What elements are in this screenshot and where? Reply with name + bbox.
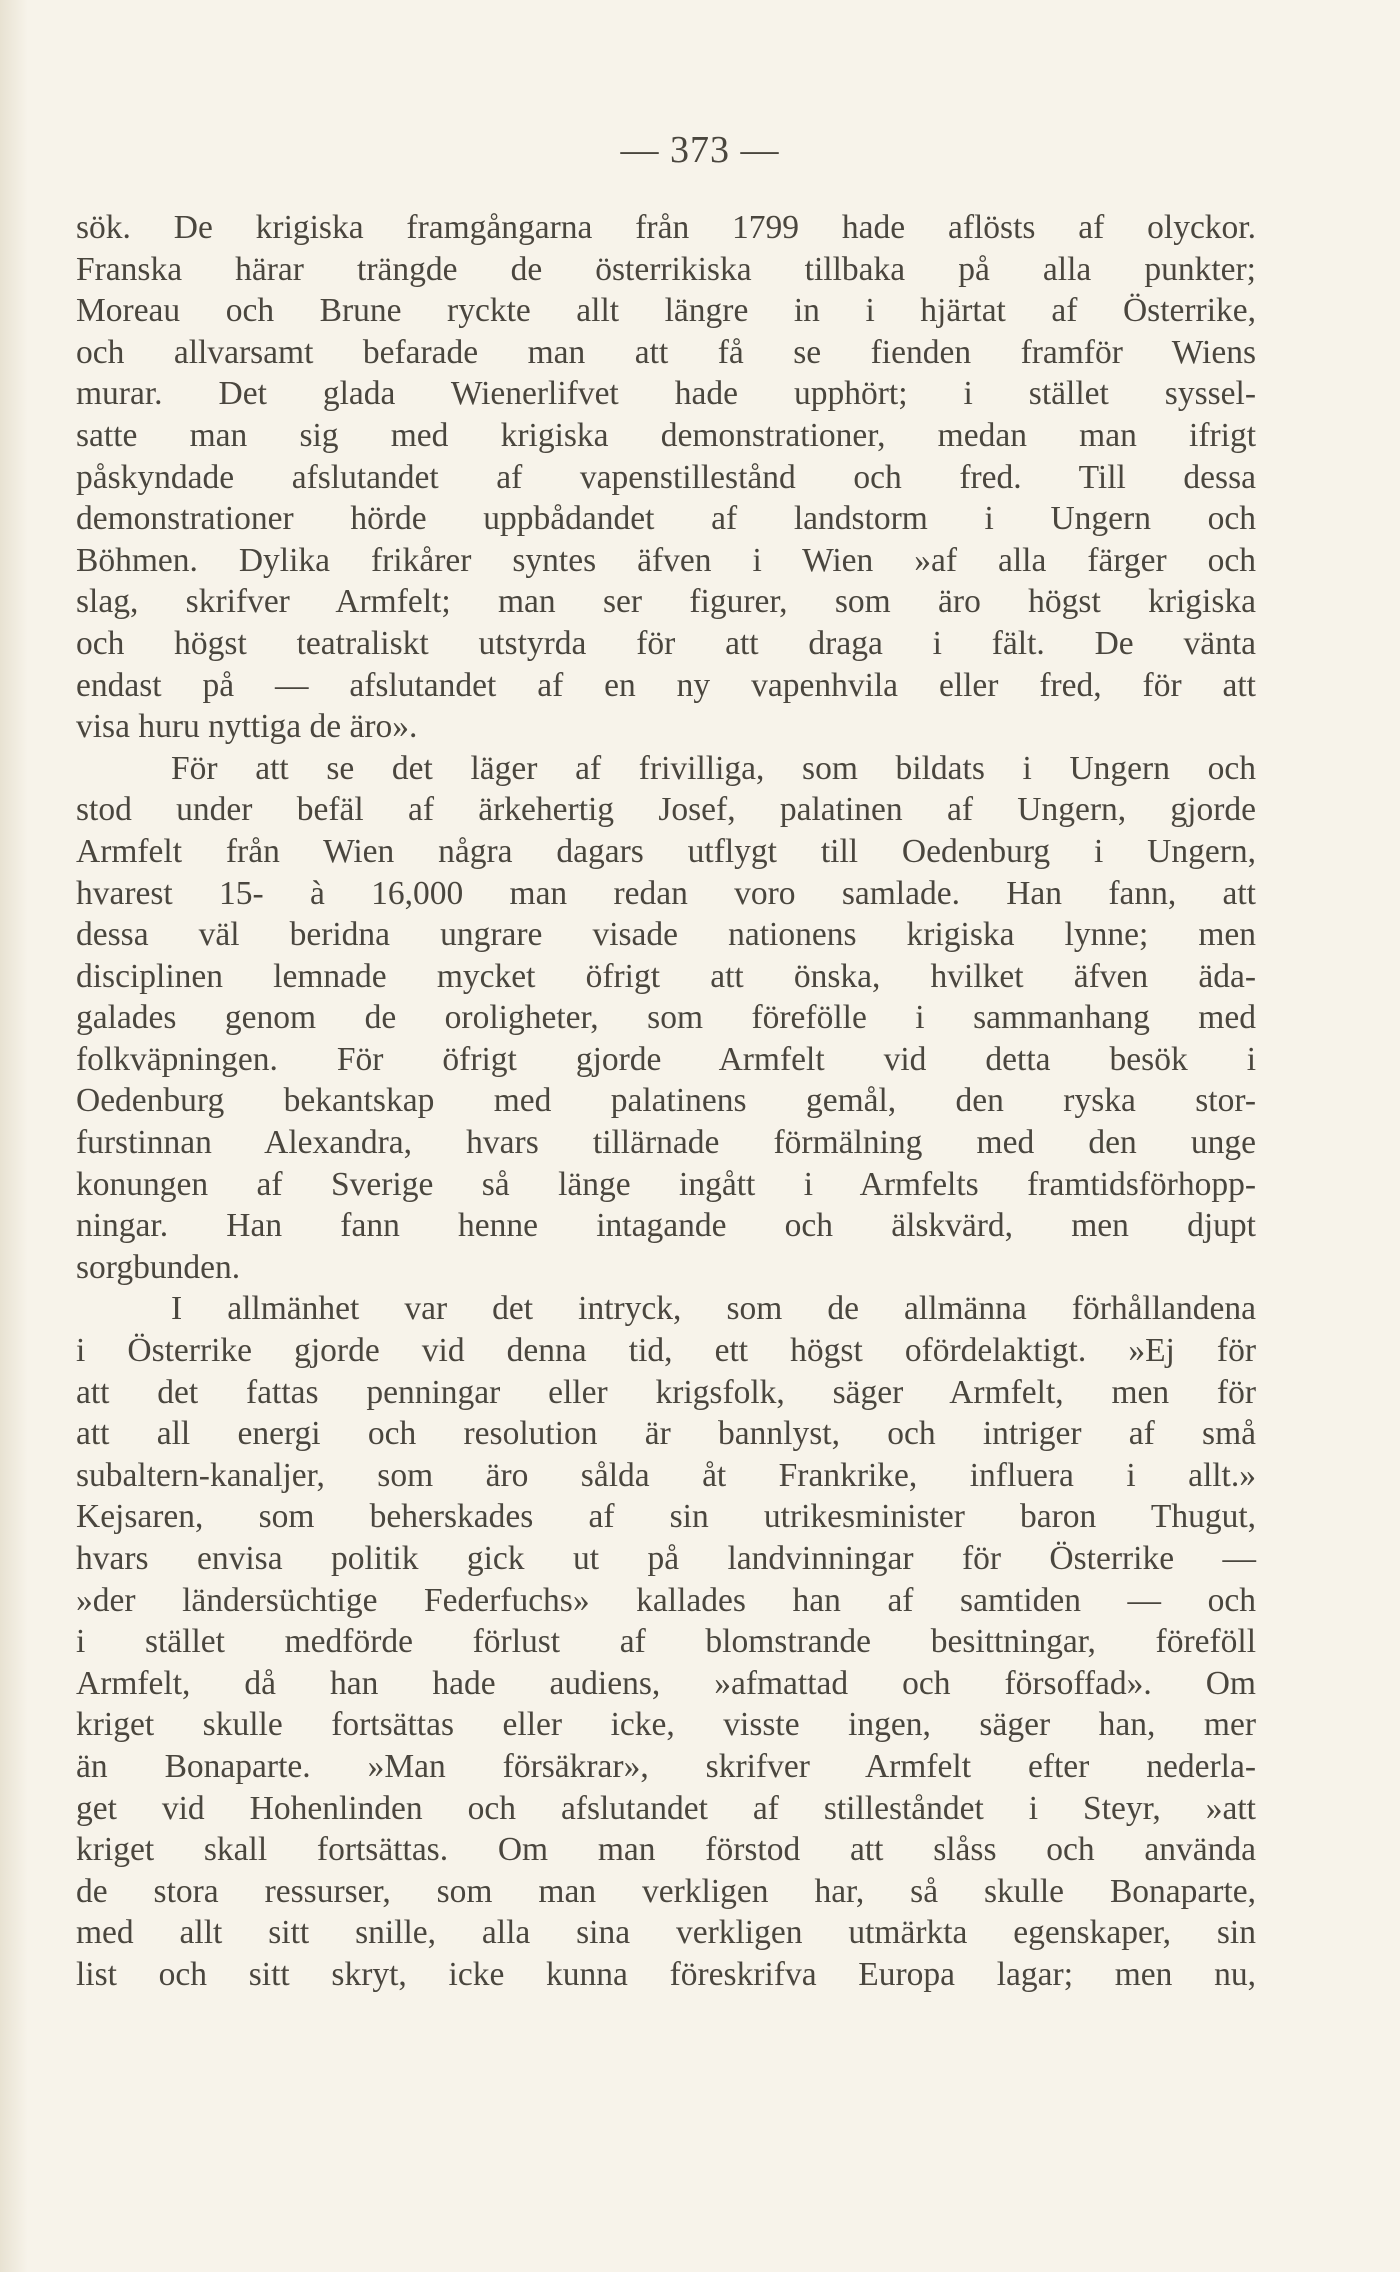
text-line: murar. Det glada Wienerlifvet hade upphört; i stället syssel- bbox=[76, 375, 1256, 413]
text-line: endast på — afslutandet af en ny vapenhvila eller fred, för att bbox=[76, 666, 1256, 704]
text-line: disciplinen lemnade mycket öfrigt att önska, hvilket äfven äda- bbox=[76, 957, 1256, 995]
text-line: dessa väl beridna ungrare visade nationens krigiska lynne; men bbox=[76, 916, 1256, 954]
text-line: get vid Hohenlinden och afslutandet af stilleståndet i Steyr, »att bbox=[76, 1789, 1256, 1827]
text-line: påskyndade afslutandet af vapenstillestånd och fred. Till dessa bbox=[76, 458, 1256, 496]
text-line: visa huru nyttiga de äro». bbox=[76, 708, 418, 746]
text-line: Armfelt, då han hade audiens, »afmattad och försoffad». Om bbox=[76, 1664, 1256, 1702]
text-line: konungen af Sverige så länge ingått i Armfelts framtidsförhopp- bbox=[76, 1165, 1256, 1203]
text-line: För att se det läger af frivilliga, som bildats i Ungern och bbox=[171, 749, 1256, 787]
text-line: i Österrike gjorde vid denna tid, ett högst ofördelaktigt. »Ej för bbox=[76, 1332, 1256, 1370]
text-line: hvarest 15- à 16,000 man redan voro samlade. Han fann, att bbox=[76, 874, 1256, 912]
text-line: Armfelt från Wien några dagars utflygt till Oedenburg i Ungern, bbox=[76, 832, 1256, 870]
text-line: att det fattas penningar eller krigsfolk, säger Armfelt, men för bbox=[76, 1373, 1256, 1411]
body-text bbox=[76, 207, 1256, 1996]
text-line: Kejsaren, som beherskades af sin utrikesminister baron Thugut, bbox=[76, 1498, 1256, 1536]
page-gutter-shadow bbox=[0, 0, 28, 2272]
text-line: i stället medförde förlust af blomstrande besittningar, föreföll bbox=[76, 1623, 1256, 1661]
text-line: de stora ressurser, som man verkligen har, så skulle Bonaparte, bbox=[76, 1872, 1256, 1910]
text-line: sök. De krigiska framgångarna från 1799 hade aflösts af olyckor. bbox=[76, 209, 1256, 246]
text-line: demonstrationer hörde uppbådandet af landstorm i Ungern och bbox=[76, 500, 1256, 538]
text-line: med allt sitt snille, alla sina verkligen utmärkta egenskaper, sin bbox=[76, 1914, 1256, 1952]
page-number: — 373 — bbox=[620, 129, 780, 171]
text-line: galades genom de oroligheter, som förefölle i sammanhang med bbox=[76, 999, 1256, 1037]
text-line: Böhmen. Dylika frikårer syntes äfven i Wien »af alla färger och bbox=[76, 541, 1256, 579]
text-line: »der ländersüchtige Federfuchs» kallades han af samtiden — och bbox=[76, 1581, 1256, 1619]
text-line: och högst teatraliskt utstyrda för att draga i fält. De vänta bbox=[76, 624, 1256, 662]
text-line: och allvarsamt befarade man att få se fienden framför Wiens bbox=[76, 333, 1256, 371]
text-line: att all energi och resolution är bannlyst, och intriger af små bbox=[76, 1415, 1256, 1453]
text-line: Moreau och Brune ryckte allt längre in i hjärtat af Österrike, bbox=[76, 292, 1256, 330]
text-line: I allmänhet var det intryck, som de allmänna förhållandena bbox=[171, 1290, 1256, 1328]
text-line: ningar. Han fann henne intagande och älskvärd, men djupt bbox=[76, 1207, 1256, 1245]
text-line: folkväpningen. För öfrigt gjorde Armfelt vid detta besök i bbox=[76, 1040, 1256, 1078]
text-line: list och sitt skryt, icke kunna föreskrifva Europa lagar; men nu, bbox=[76, 1955, 1256, 1993]
text-line: stod under befäl af ärkehertig Josef, palatinen af Ungern, gjorde bbox=[76, 791, 1256, 829]
text-line: än Bonaparte. »Man försäkrar», skrifver Armfelt efter nederla- bbox=[76, 1747, 1256, 1785]
text-line: kriget skall fortsättas. Om man förstod att slåss och använda bbox=[76, 1831, 1256, 1869]
text-line: sorgbunden. bbox=[76, 1248, 241, 1286]
text-line: slag, skrifver Armfelt; man ser figurer, som äro högst krigiska bbox=[76, 583, 1256, 621]
text-line: Oedenburg bekantskap med palatinens gemål, den ryska stor- bbox=[76, 1082, 1256, 1120]
text-line: hvars envisa politik gick ut på landvinningar för Österrike — bbox=[76, 1540, 1256, 1577]
text-line: Franska härar trängde de österrikiska tillbaka på alla punkter; bbox=[76, 250, 1256, 288]
text-line: kriget skulle fortsättas eller icke, visste ingen, säger han, mer bbox=[76, 1706, 1256, 1744]
text-line: satte man sig med krigiska demonstrationer, medan man ifrigt bbox=[76, 416, 1256, 454]
text-line: furstinnan Alexandra, hvars tillärnade förmälning med den unge bbox=[76, 1124, 1256, 1162]
text-line: subaltern-kanaljer, som äro sålda åt Frankrike, influera i allt.» bbox=[76, 1456, 1256, 1494]
